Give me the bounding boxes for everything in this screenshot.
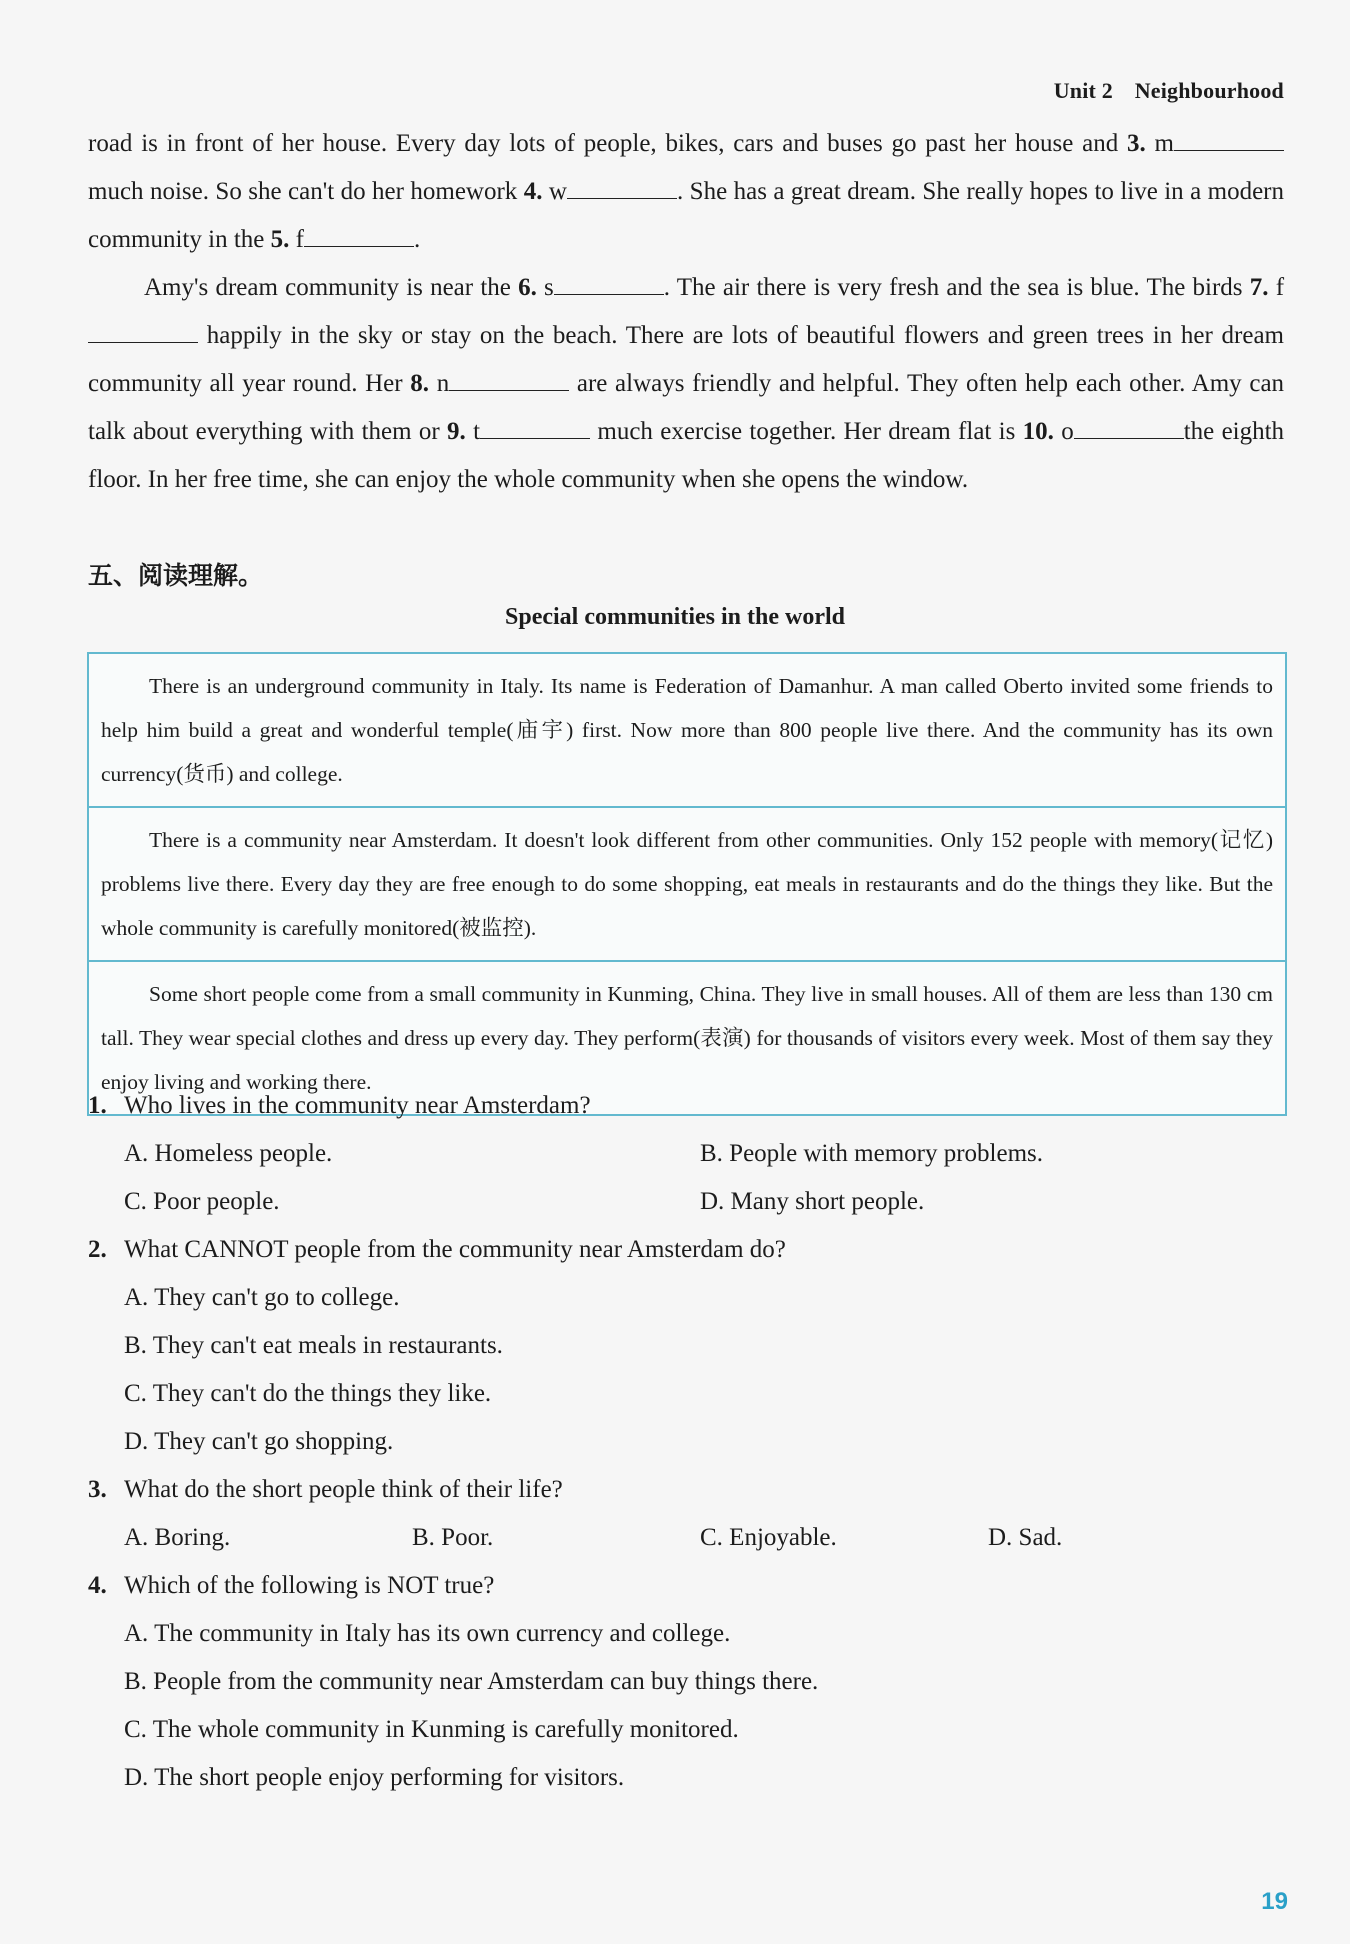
blank-letter: n <box>436 370 450 397</box>
question-stem: What do the short people think of their life? <box>124 1476 563 1503</box>
passage-paragraph-1 <box>88 120 1284 264</box>
option-a[interactable]: A. Boring. <box>124 1524 231 1551</box>
reading-box <box>87 652 1287 1116</box>
option-a[interactable]: A. The community in Italy has its own currency and college. <box>124 1620 731 1647</box>
option-b[interactable]: B. People from the community near Amsterdam can buy things there. <box>124 1668 819 1695</box>
option-c[interactable]: C. The whole community in Kunming is carefully monitored. <box>124 1716 739 1743</box>
blank-letter: f <box>1275 274 1285 301</box>
question-stem: What CANNOT people from the community near Amsterdam do? <box>124 1236 786 1263</box>
passage-text: . The air there is very fresh and the sea is blue. The birds <box>663 274 1243 301</box>
blank-4[interactable] <box>567 174 677 199</box>
unit-label: Unit 2 <box>1053 78 1113 103</box>
question-4 <box>88 1562 1284 1802</box>
blank-number: 8. <box>410 370 430 397</box>
question-number: 1. <box>88 1092 107 1119</box>
option-d[interactable]: D. The short people enjoy performing for visitors. <box>124 1764 625 1791</box>
question-1 <box>88 1082 1284 1226</box>
blank-number: 3. <box>1127 130 1146 157</box>
blank-7[interactable] <box>88 318 198 343</box>
passage-paragraph-2 <box>88 264 1284 504</box>
reading-paragraph-3: Some short people come from a small community in Kunming, China. They live in small houses. All of them are less than 130 cm tall. They wear special clothes and dress up every day. They perform(表演) for thousands of visitors every week. Most of them say they enjoy living and working there. <box>89 960 1285 1114</box>
passage-text: the eighth floor. In her free time, she can enjoy the whole community when she opens the window. <box>88 418 1285 493</box>
option-a[interactable]: A. They can't go to college. <box>124 1284 400 1311</box>
option-d[interactable]: D. Many short people. <box>700 1188 925 1215</box>
blank-5[interactable] <box>304 222 414 247</box>
blank-letter: o <box>1061 418 1074 445</box>
option-b[interactable]: B. They can't eat meals in restaurants. <box>124 1332 503 1359</box>
option-a[interactable]: A. Homeless people. <box>124 1140 333 1167</box>
blank-10[interactable] <box>1074 414 1184 439</box>
blank-letter: w <box>548 178 567 205</box>
question-number: 3. <box>88 1476 107 1503</box>
reading-title: Special communities in the world <box>505 604 845 630</box>
blank-8[interactable] <box>449 366 569 391</box>
question-stem: Which of the following is NOT true? <box>124 1572 495 1599</box>
blank-number: 6. <box>518 274 537 301</box>
question-stem: Who lives in the community near Amsterdam? <box>124 1092 591 1119</box>
unit-title: Neighbourhood <box>1134 78 1284 103</box>
blank-number: 4. <box>523 178 543 205</box>
question-3 <box>88 1466 1284 1562</box>
blank-letter: t <box>473 418 481 445</box>
reading-paragraph-1: There is an underground community in Italy. Its name is Federation of Damanhur. A man called Oberto invited some friends to help him build a great and wonderful temple(庙宇) first. Now more than 800 people live there. And the community has its own currency(货币) and college. <box>101 674 1273 786</box>
blank-6[interactable] <box>554 270 664 295</box>
blank-number: 10. <box>1022 418 1054 445</box>
section-title: 五、阅读理解。 <box>88 561 264 590</box>
passage-text: happily in the sky or stay on the beach. There are lots of beautiful flowers and green trees in her dream community all year round. Her <box>88 322 1284 397</box>
passage-text: much exercise together. Her dream flat is <box>597 418 1016 445</box>
passage-text: . <box>413 226 421 253</box>
passage-text: much noise. So she can't do her homework <box>88 178 518 205</box>
blank-letter: s <box>544 274 554 301</box>
question-2 <box>88 1226 1284 1466</box>
cloze-passage <box>88 120 1284 504</box>
option-d[interactable]: D. They can't go shopping. <box>124 1428 394 1455</box>
passage-text: . She has a great dream. She really hopes to live in a modern community in the <box>88 178 1285 253</box>
blank-number: 5. <box>270 226 290 253</box>
question-number: 4. <box>88 1572 107 1599</box>
option-c[interactable]: C. They can't do the things they like. <box>124 1380 492 1407</box>
blank-number: 9. <box>447 418 466 445</box>
option-c[interactable]: C. Poor people. <box>124 1188 280 1215</box>
page-header <box>1054 78 1284 104</box>
blank-number: 7. <box>1249 274 1269 301</box>
blank-letter: f <box>295 226 304 253</box>
reading-paragraph-2: There is a community near Amsterdam. It doesn't look different from other communities. Only 152 people with memory(记忆) problems live there. Every day they are free enough to do some shopping, eat meals in restaurants and do the things they like. But the whole community is carefully monitored(被监控). <box>89 806 1285 960</box>
question-number: 2. <box>88 1236 107 1263</box>
passage-text: Amy's dream community is near the <box>144 274 511 301</box>
passage-text: are always friendly and helpful. They often help each other. Amy can talk about everything with them or <box>88 370 1285 445</box>
question-list <box>88 1082 1284 1802</box>
option-c[interactable]: C. Enjoyable. <box>700 1524 837 1551</box>
blank-9[interactable] <box>480 414 590 439</box>
option-b[interactable]: B. Poor. <box>412 1524 494 1551</box>
option-b[interactable]: B. People with memory problems. <box>700 1140 1044 1167</box>
blank-letter: m <box>1154 130 1174 157</box>
blank-3[interactable] <box>1174 126 1284 151</box>
page-number: 19 <box>1261 1888 1288 1915</box>
passage-text: road is in front of her house. Every day lots of people, bikes, cars and buses go past her house and <box>88 130 1119 157</box>
option-d[interactable]: D. Sad. <box>988 1524 1063 1551</box>
